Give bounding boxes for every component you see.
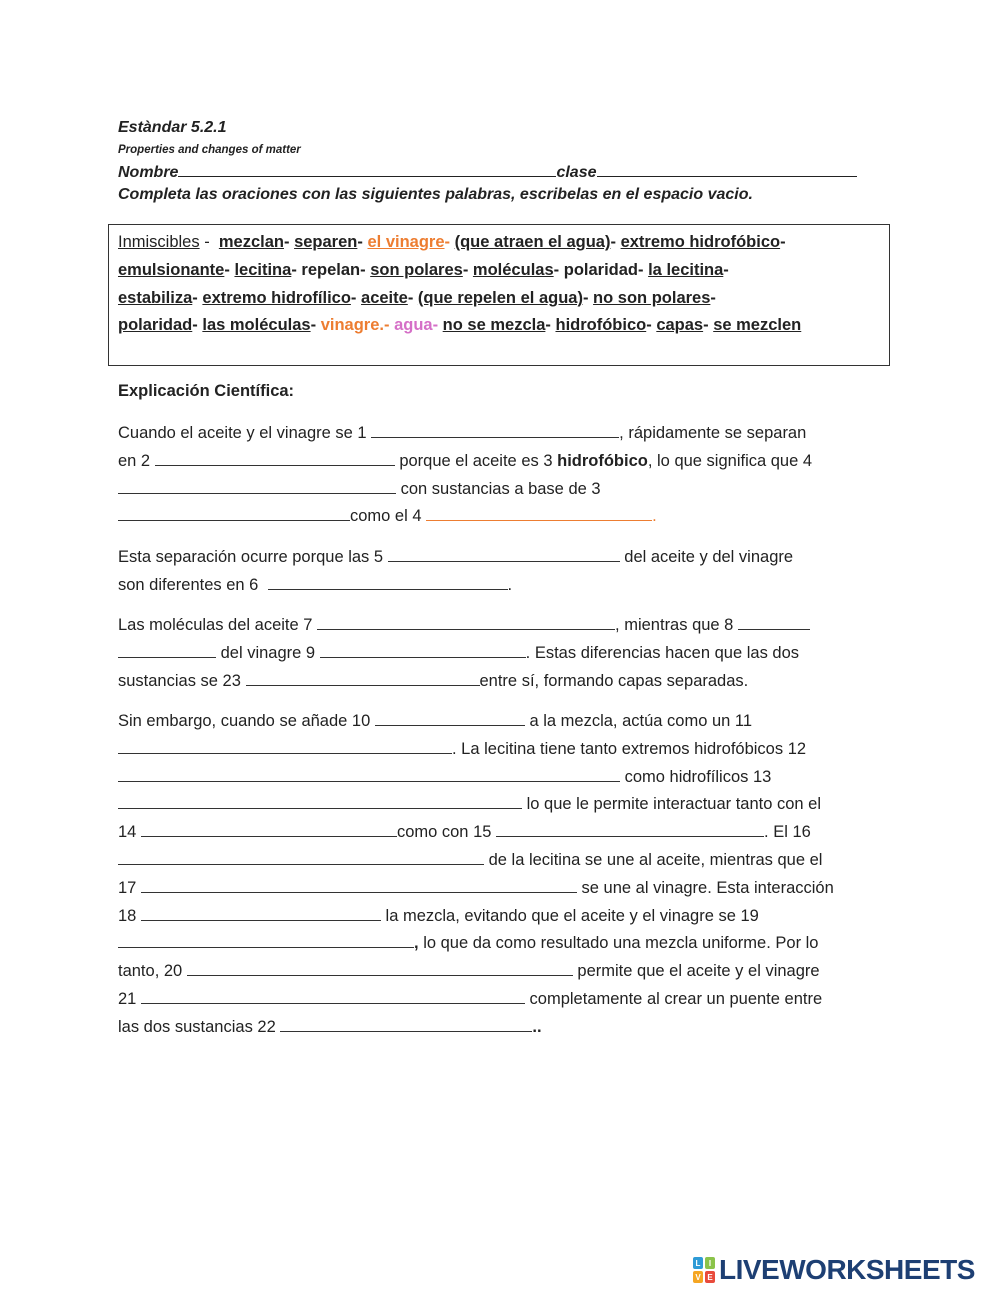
class-label: clase [556, 164, 597, 181]
logo-mark-l: L [693, 1257, 703, 1269]
p1-text-d: porque el aceite es 3 [399, 451, 553, 470]
section-title: Explicación Científica: [118, 382, 295, 400]
blank-20[interactable] [187, 958, 573, 976]
word-lecitina: lecitina [234, 260, 292, 279]
liveworksheets-logo [693, 1254, 975, 1286]
p4-text-i: de la lecitina se une al aceite, mientras que el [488, 850, 823, 869]
word-polaridad-2: polaridad [118, 316, 193, 335]
word-extremo-hidrofobico: extremo hidrofóbico [620, 233, 781, 251]
p4-text-d: como hidrofílicos 13 [624, 767, 772, 786]
p4-text-n: , [414, 934, 419, 953]
blank-4b[interactable] [426, 503, 652, 521]
blank-23[interactable] [246, 668, 480, 686]
p3-text-c: del vinagre 9 [220, 643, 316, 662]
p3-text-d: . Estas diferencias hacen que las dos [525, 643, 800, 662]
p4-text-m: la mezcla, evitando que el aceite y el vinagre se 19 [385, 906, 759, 925]
blank-17[interactable] [141, 875, 577, 893]
p1-text-i: . [652, 507, 657, 526]
p4-text-f: 14 [118, 823, 137, 842]
word-separen: separen [294, 233, 358, 251]
word-no-se-mezcla: no se mezcla [442, 316, 546, 335]
name-label: Nombre [118, 164, 179, 181]
logo-mark-e: E [705, 1271, 715, 1283]
p3-text-f: entre sí, formando capas separadas. [479, 671, 749, 690]
p4-text-o: lo que da como resultado una mezcla uniforme. Por lo [423, 934, 819, 953]
paragraph-3 [118, 612, 888, 695]
p4-text-h: . El 16 [764, 823, 811, 842]
word-hidrofobico: hidrofóbico [555, 316, 647, 335]
blank-19[interactable] [118, 930, 414, 948]
p2-text-b: del aceite y del vinagre [624, 548, 794, 566]
logo-mark-i: I [705, 1257, 715, 1269]
word-las-moleculas: las moléculas [202, 316, 311, 335]
name-class-row [118, 161, 857, 182]
p4-text-q: permite que el aceite y el vinagre [577, 962, 820, 981]
word-bank: Inmiscibles - mezclan- separen- el vinagre- (que atraen el agua)- extremo hidrofóbico- emulsionante- lecitina- repelan- son polares- moléculas- polaridad- la lecitina- estabiliza- extremo hidrofílico- aceite- (que repelen el agua)- no son polares- polaridad- las moléculas- vinagre.- agua- no se mezcla- hidrofóbico- capas- se mezclen [108, 224, 890, 366]
blank-8b[interactable] [118, 640, 216, 658]
p1-text-c: en 2 [118, 451, 151, 470]
blank-7[interactable] [317, 612, 615, 630]
blank-1[interactable] [371, 420, 619, 438]
p4-text-b: a la mezcla, actúa como un 11 [529, 712, 753, 730]
p3-text-b: , mientras que 8 [615, 616, 734, 634]
word-no-son-polares: no son polares [593, 288, 711, 307]
word-que-atraen: (que atraen el agua) [454, 233, 611, 251]
p1-text-h: como el 4 [350, 507, 422, 526]
blank-21[interactable] [141, 986, 525, 1004]
word-inmiscibles: Inmiscibles [118, 233, 200, 251]
word-emulsionante: emulsionante [118, 260, 225, 279]
p4-text-e: lo que le permite interactuar tanto con el [526, 795, 822, 814]
p2-text-d: . [507, 575, 513, 594]
word-moleculas: moléculas [472, 260, 554, 279]
paragraph-4 [118, 708, 888, 1042]
blank-6[interactable] [268, 572, 508, 590]
word-son-polares: son polares [370, 260, 463, 279]
paragraph-1 [118, 420, 888, 531]
p3-text-a: Las moléculas del aceite 7 [118, 616, 313, 634]
word-se-mezclen: se mezclen [713, 316, 802, 335]
word-que-repelen: (que repelen el agua) [417, 288, 583, 307]
p2-text-a: Esta separación ocurre porque las 5 [118, 548, 384, 566]
name-field[interactable] [178, 161, 556, 177]
blank-13[interactable] [118, 791, 522, 809]
blank-14[interactable] [141, 819, 397, 837]
word-capas: capas [656, 316, 704, 335]
blank-8a[interactable] [738, 612, 810, 630]
p4-text-t: las dos sustancias 22 [118, 1017, 276, 1036]
blank-16[interactable] [118, 847, 484, 865]
p1-text-b: , rápidamente se separan [619, 424, 807, 442]
blank-18[interactable] [141, 903, 381, 921]
blank-11[interactable] [118, 736, 452, 754]
blank-22[interactable] [280, 1014, 532, 1032]
word-mezclan: mezclan [218, 233, 284, 251]
instructions: Completa las oraciones con las siguientes palabras, escribelas en el espacio vacio. [118, 186, 753, 203]
logo-text: LIVEWORKSHEETS [719, 1254, 975, 1285]
standard-title: Estàndar 5.2.1 [118, 119, 227, 136]
blank-2[interactable] [155, 448, 395, 466]
blank-3b[interactable] [118, 503, 350, 521]
logo-mark-icon [693, 1257, 715, 1283]
word-polaridad: polaridad [563, 260, 638, 279]
paragraph-2 [118, 544, 888, 600]
p1-text-g: con sustancias a base de 3 [400, 479, 601, 498]
p4-text-p: tanto, 20 [118, 962, 183, 981]
blank-4a[interactable] [118, 476, 396, 494]
p4-text-r: 21 [118, 989, 137, 1008]
logo-mark-v: V [693, 1271, 703, 1283]
word-extremo-hidrofilico: extremo hidrofílico [202, 288, 351, 307]
word-la-lecitina: la lecitina [648, 260, 724, 279]
p4-text-k: se une al vinagre. Esta interacción [581, 878, 834, 897]
word-aceite: aceite [361, 288, 408, 307]
p1-text-a: Cuando el aceite y el vinagre se 1 [118, 424, 367, 442]
p2-text-c: son diferentes en 6 [118, 575, 259, 594]
p1-text-f: , lo que significa que 4 [647, 451, 813, 470]
blank-9[interactable] [320, 640, 526, 658]
blank-5[interactable] [388, 544, 620, 562]
class-field[interactable] [597, 161, 857, 177]
blank-10[interactable] [375, 708, 525, 726]
p4-text-u: .. [532, 1017, 542, 1036]
blank-12[interactable] [118, 764, 620, 782]
blank-15[interactable] [496, 819, 764, 837]
p4-text-c: . La lecitina tiene tanto extremos hidrofóbicos 12 [452, 739, 807, 758]
word-repelan: repelan [301, 260, 361, 279]
p3-text-e: sustancias se 23 [118, 671, 241, 690]
p4-text-l: 18 [118, 906, 137, 925]
word-el-vinagre: el vinagre [367, 233, 445, 251]
p4-text-j: 17 [118, 878, 137, 897]
word-vinagre: vinagre. [320, 316, 384, 335]
p4-text-g: como con 15 [396, 823, 492, 842]
p1-bold-hidrofobico: hidrofóbico [557, 451, 648, 470]
p4-text-s: completamente al crear un puente entre [529, 989, 823, 1008]
word-estabiliza: estabiliza [118, 288, 193, 307]
p4-text-a: Sin embargo, cuando se añade 10 [118, 712, 371, 730]
word-agua: agua [394, 316, 433, 335]
subtitle: Properties and changes of matter [118, 144, 301, 156]
